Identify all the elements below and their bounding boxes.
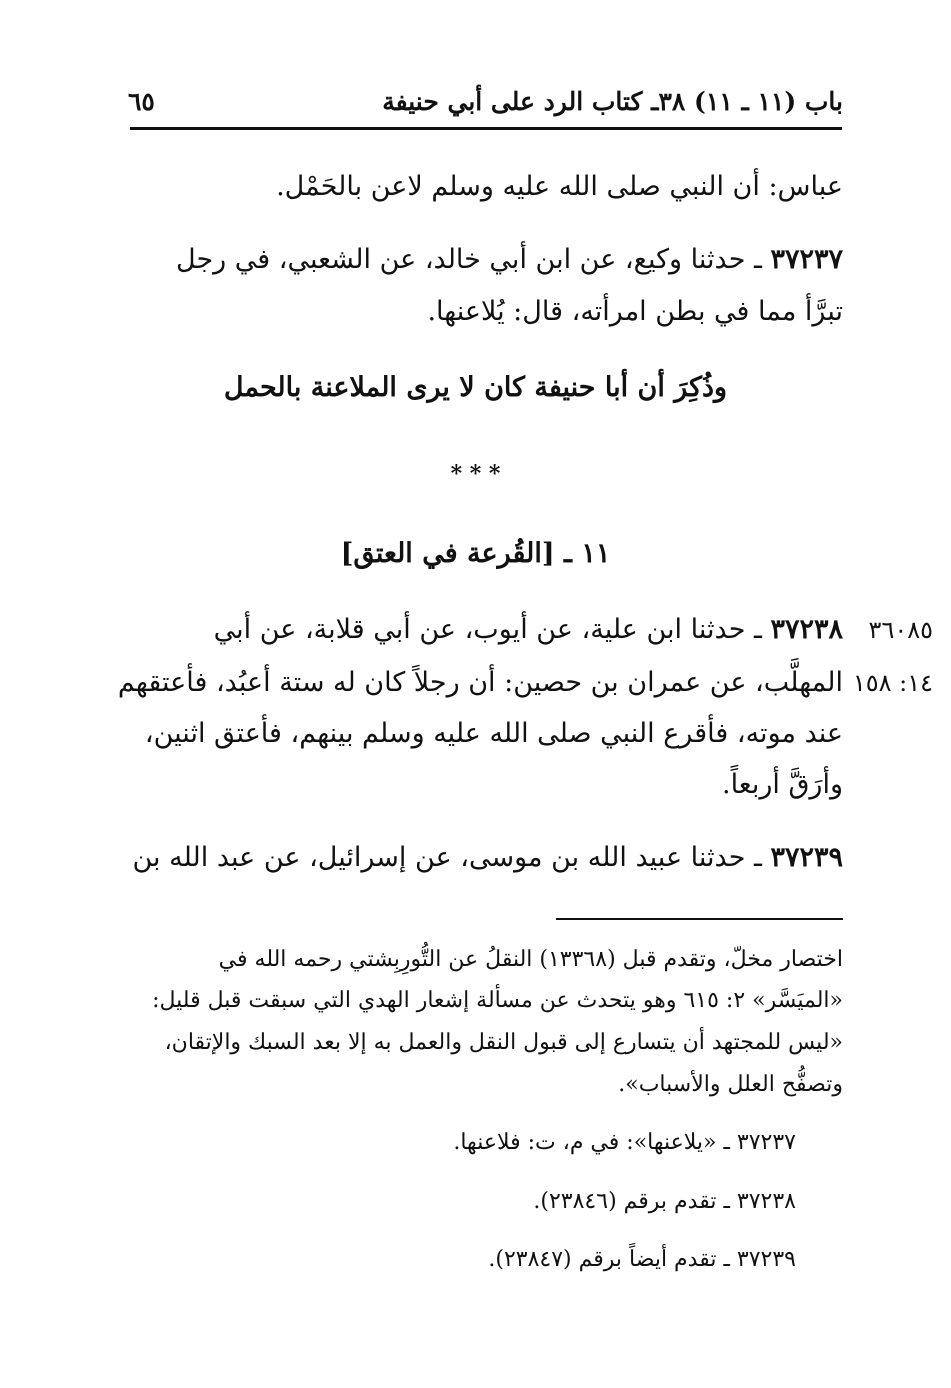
- hadith-number: ٣٧٢٣٩: [770, 842, 843, 873]
- chapter-heading: ١١ ـ [القُرعة في العتق]: [340, 538, 611, 569]
- hadith-37238-line-4: وأرَقَّ أربعاً.: [722, 769, 843, 800]
- margin-reference-1: ٣٦٠٨٥: [868, 616, 933, 644]
- hadith-text: ـ حدثنا عبيد الله بن موسى، عن إسرائيل، عن عبد الله بن: [132, 842, 762, 873]
- margin-reference-2: ١٤: ١٥٨: [852, 669, 933, 697]
- footnote-note-37237: ٣٧٢٣٧ ـ «يلاعنها»: في م، ت: فلاعنها.: [453, 1130, 796, 1155]
- hadith-text: ـ حدثنا ابن علية، عن أيوب، عن أبي قلابة، عن أبي: [213, 614, 762, 645]
- footnote-note-37238: ٣٧٢٣٨ ـ تقدم برقم (٢٣٨٤٦).: [533, 1189, 796, 1214]
- footnote-line-4: وتصفُّح العلل والأسباب».: [618, 1072, 843, 1097]
- section-separator: * * *: [450, 461, 501, 487]
- body-line-1: عباس: أن النبي صلى الله عليه وسلم لاعن بالحَمْل.: [276, 171, 843, 202]
- footnote-rule: [556, 918, 843, 920]
- hadith-text: ـ حدثنا وكيع، عن ابن أبي خالد، عن الشعبي، في رجل: [176, 244, 762, 275]
- hadith-number: ٣٧٢٣٧: [770, 244, 843, 275]
- hadith-37238-line-1: [214, 606, 843, 654]
- footnote-line-2: «الميَسَّر» ٢: ٦١٥ وهو يتحدث عن مسألة إشعار الهدي التي سبقت قبل قليل:: [152, 988, 843, 1013]
- hadith-37238-line-2: المهلَّب، عن عمران بن حصين: أن رجلاً كان له ستة أعبُد، فأعتقهم: [117, 667, 843, 698]
- running-header: باب (١١ ـ ١١) ٣٨ـ كتاب الرد على أبي حنيفة: [382, 87, 843, 116]
- hadith-37237-line-1: [176, 236, 843, 284]
- hadith-37239-line-1: [132, 834, 843, 882]
- section-heading: وذُكِرَ أن أبا حنيفة كان لا يرى الملاعنة بالحمل: [223, 372, 728, 403]
- footnote-line-3: «ليس للمجتهد أن يتسارع إلى قبول النقل والعمل به إلا بعد السبك والإتقان،: [164, 1030, 843, 1055]
- footnote-line-1: اختصار مخلّ، وتقدم قبل (١٣٣٦٨) النقلُ عن التُّورِبِشتي رحمه الله في: [218, 947, 843, 972]
- hadith-number: ٣٧٢٣٨: [770, 614, 843, 645]
- footnote-note-37239: ٣٧٢٣٩ ـ تقدم أيضاً برقم (٢٣٨٤٧).: [488, 1247, 796, 1272]
- hadith-37237-line-2: تبرَّأ مما في بطن امرأته، قال: يُلاعنها.: [427, 296, 843, 327]
- hadith-37238-line-3: عند موته، فأقرع النبي صلى الله عليه وسلم بينهم، فأعتق اثنين،: [144, 718, 843, 749]
- header-rule: [130, 127, 842, 130]
- page-number: ٦٥: [128, 87, 155, 116]
